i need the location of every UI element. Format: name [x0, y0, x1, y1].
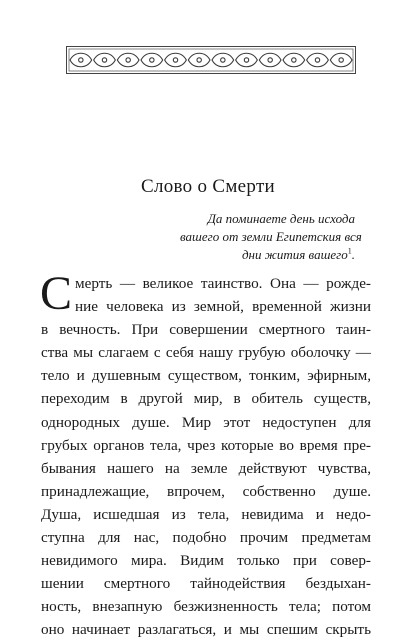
ornament-dot: [221, 58, 225, 62]
body-line: оно начинает разлагаться, и мы спешим скрыть: [41, 621, 371, 639]
epigraph-line: вашего от земли Египетския вся: [180, 229, 362, 244]
ornament-loop: [307, 53, 329, 67]
ornament-loop: [330, 53, 352, 67]
body-line: ступна для нас, подобно прочим предметам: [41, 529, 371, 547]
ornament-dot: [244, 58, 248, 62]
epigraph-end-punct: .: [351, 247, 355, 262]
body-text: [40, 267, 371, 642]
body-line: ность, внезапную безжизненность тела; потом: [41, 598, 371, 616]
body-line: Душа, исшедшая из тела, невидима и недо-: [41, 505, 371, 523]
ornament-dot: [268, 58, 272, 62]
ornament-dot: [102, 58, 106, 62]
ornament-dot: [197, 58, 201, 62]
epigraph: [180, 210, 362, 264]
body-line: грубых органов тела, чрез которые во время пре-: [41, 436, 371, 454]
ornament-dot: [292, 58, 296, 62]
ornament-loop: [94, 53, 116, 67]
epigraph-line-text: дни жития вашего: [241, 247, 348, 262]
ornament-loop: [259, 53, 281, 67]
ornament-loop: [212, 53, 234, 67]
footnote-marker: 1: [347, 246, 352, 256]
ornament-dot: [173, 58, 177, 62]
ornament-dot: [315, 58, 319, 62]
ornament-band: [66, 46, 356, 74]
body-line: бывания нашего на земле действуют чувства,: [41, 459, 371, 477]
ornament-dot: [339, 58, 343, 62]
body-line: в вечность. При совершении смертного таин-: [41, 321, 371, 339]
ornament-loop: [141, 53, 163, 67]
body-line: мерть — великое таинство. Она — рожде-: [75, 275, 371, 292]
ornament-dot: [79, 58, 83, 62]
ornament-loop: [188, 53, 210, 67]
ornament-dot: [150, 58, 154, 62]
ornament-loop: [165, 53, 187, 67]
body-line: ства мы слагаем с себя нашу грубую оболочку —: [41, 344, 371, 362]
body-line: принадлежащие, впрочем, собственно душе.: [41, 482, 371, 500]
ornament-dot: [126, 58, 130, 62]
body-line: однородных душе. Мир этот недоступен для: [41, 413, 371, 431]
body-line: невидимого мира. Видим только при совер-: [41, 552, 371, 570]
epigraph-line: [180, 246, 355, 264]
epigraph-line: Да поминаете день исхода: [207, 211, 355, 226]
drop-cap: С: [40, 267, 73, 320]
ornament-loop: [236, 53, 258, 67]
body-line: тело и душевным существом, тонким, эфирным,: [41, 367, 371, 385]
ornament-loop: [70, 53, 92, 67]
ornament-loop: [117, 53, 139, 67]
chapter-title: Слово о Смерти: [140, 176, 276, 197]
body-line: шении смертного тайнодействия бездыхан-: [41, 575, 371, 593]
body-line: ние человека из земной, временной жизни: [75, 298, 371, 316]
ornament-loop: [283, 53, 305, 67]
body-line: переходим в другой мир, в обитель существ,: [41, 390, 371, 408]
